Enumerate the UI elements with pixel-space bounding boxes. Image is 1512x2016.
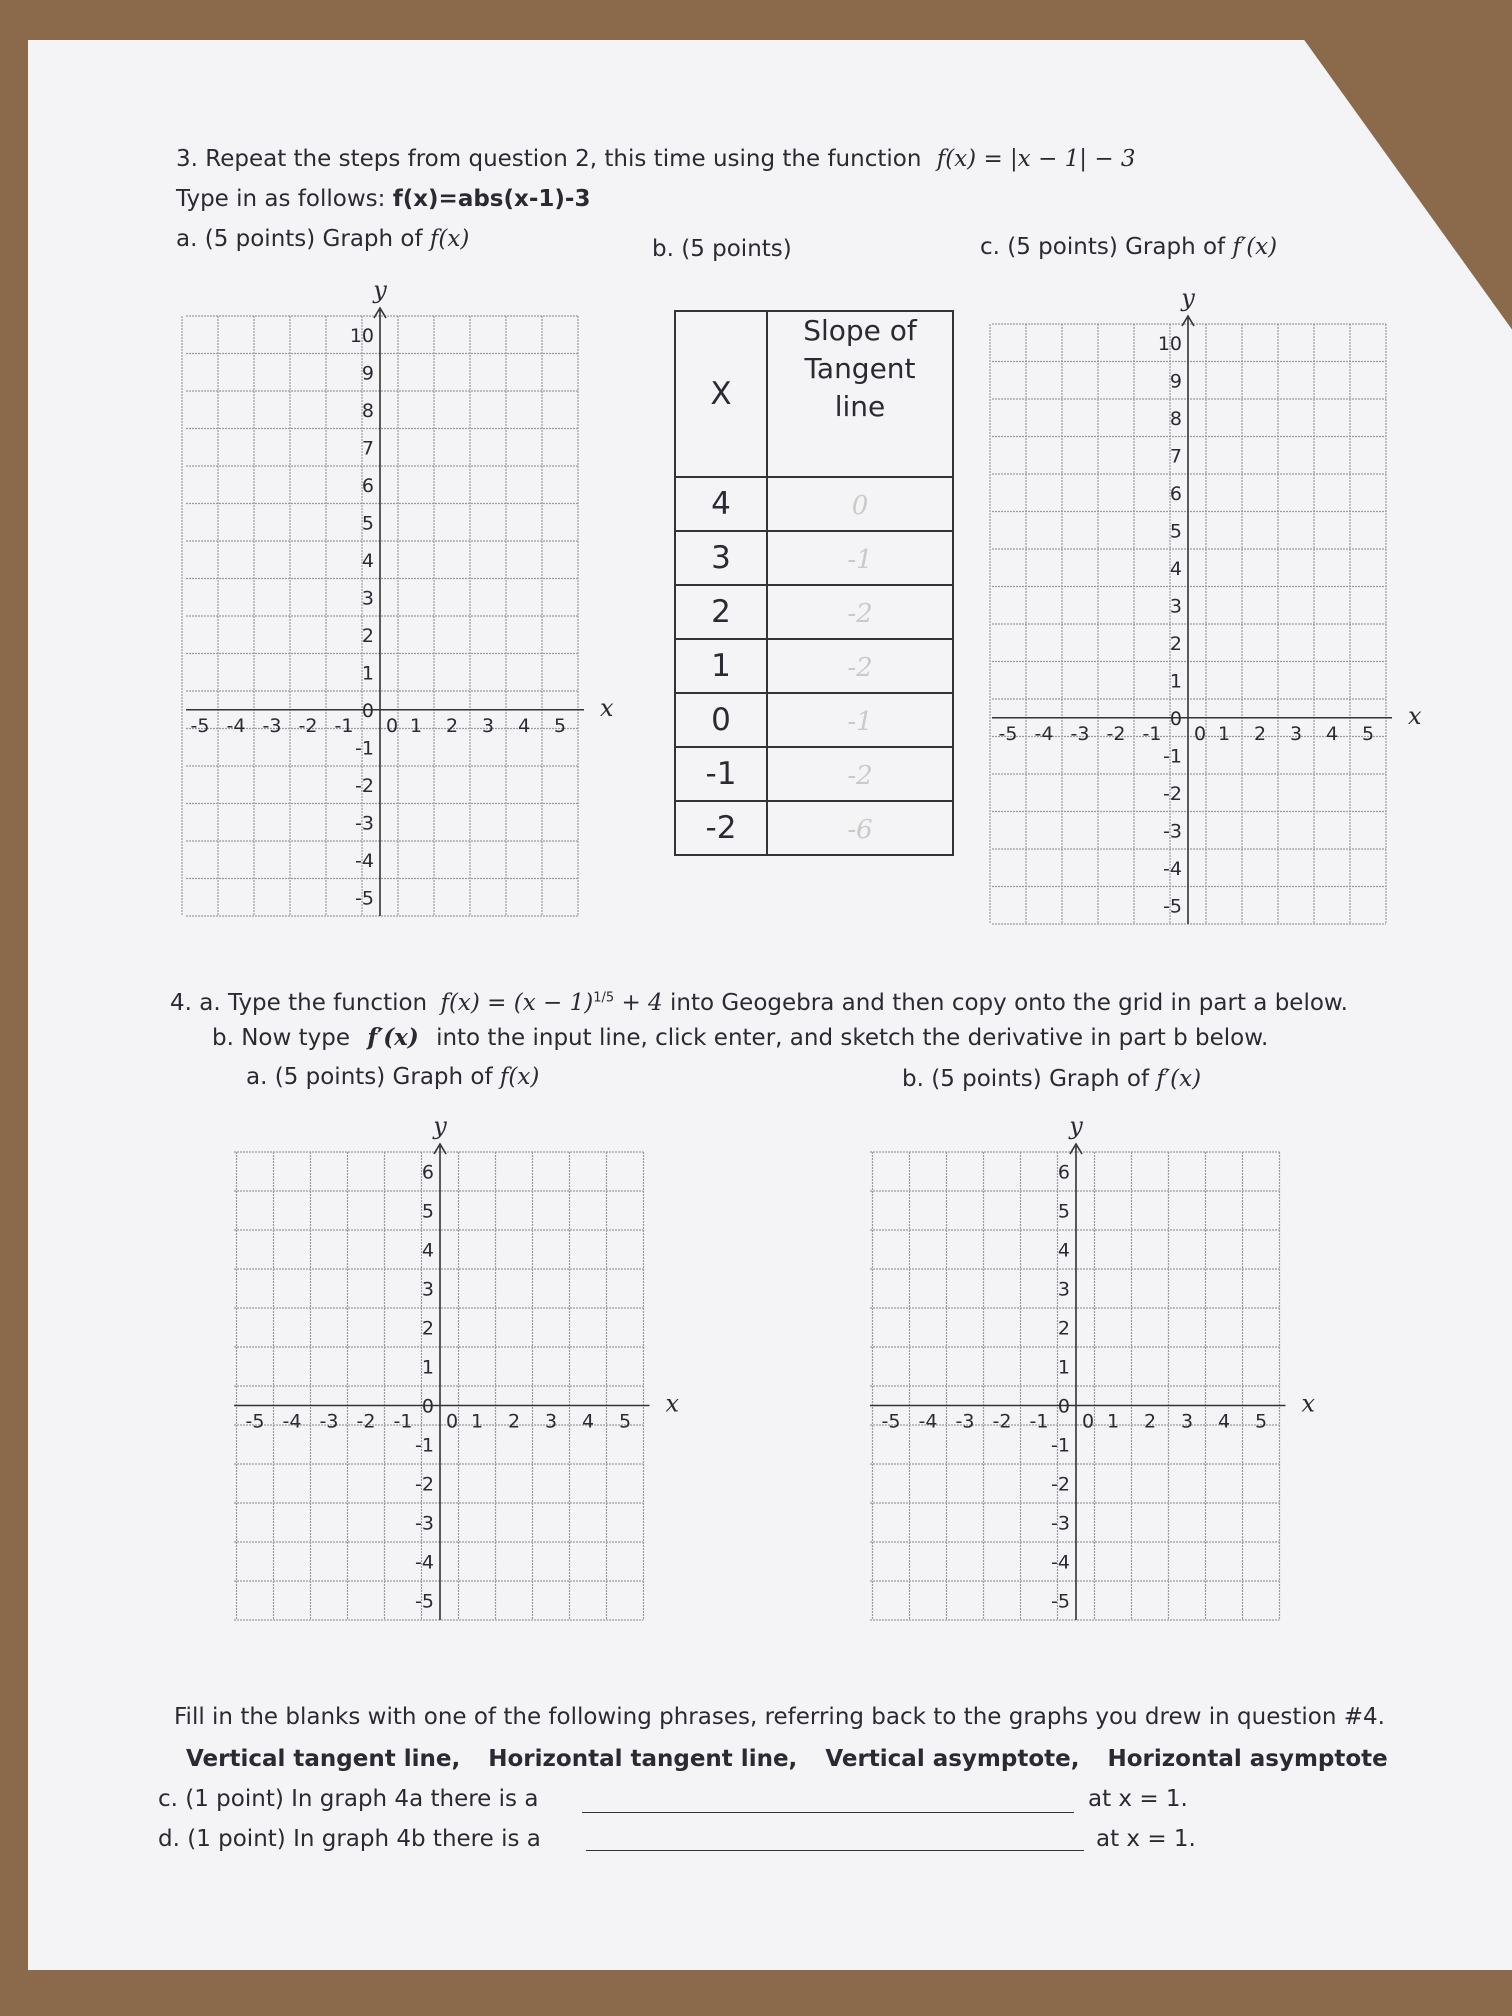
y-tick-label: 8 bbox=[361, 399, 374, 422]
y-tick-label: 5 bbox=[361, 512, 374, 535]
row-x: -2 bbox=[675, 801, 767, 855]
q4-b-text: b. Now type bbox=[212, 1025, 350, 1051]
q4-a-rest: into Geogebra and then copy onto the grid in part a below. bbox=[669, 990, 1348, 1016]
q4-part-b-label: b. (5 points) Graph of bbox=[902, 1066, 1150, 1092]
q4-a-text: 4. a. Type the function bbox=[170, 990, 428, 1016]
y-tick-label: -1 bbox=[415, 1434, 434, 1457]
q4-part-b-title bbox=[902, 1066, 1201, 1092]
x-tick-label: 3 bbox=[1180, 1410, 1194, 1433]
y-tick-label: 9 bbox=[1169, 370, 1182, 393]
q3-part-c-title bbox=[980, 234, 1277, 260]
slope-cell[interactable] bbox=[767, 747, 953, 801]
q3-type-label: Type in as follows: bbox=[176, 186, 386, 212]
table-row bbox=[675, 801, 953, 855]
y-tick-label: 6 bbox=[361, 474, 374, 497]
y-tick-label: 3 bbox=[361, 587, 374, 610]
phrase-horizontal-tangent: Horizontal tangent line, bbox=[488, 1746, 798, 1772]
x-tick-label: -5 bbox=[998, 722, 1018, 745]
q4-prompt-b bbox=[212, 1024, 1268, 1051]
q3-type-instruction bbox=[176, 186, 590, 212]
x-tick-label: 0 bbox=[1081, 1410, 1095, 1433]
y-tick-label: 3 bbox=[1169, 595, 1182, 618]
q3-part-b-title: b. (5 points) bbox=[652, 236, 792, 262]
table-row bbox=[675, 531, 953, 585]
x-axis-label: x bbox=[1301, 1389, 1316, 1418]
y-axis-label: y bbox=[433, 1112, 447, 1140]
q4-prompt-a bbox=[170, 990, 1348, 1016]
x-tick-label: 4 bbox=[1217, 1410, 1231, 1433]
x-tick-label: -1 bbox=[1029, 1410, 1049, 1433]
y-tick-label: 7 bbox=[1169, 445, 1182, 468]
slope-table-header bbox=[675, 311, 953, 477]
q4-exponent: 1/5 bbox=[593, 990, 615, 1006]
x-tick-label: -4 bbox=[282, 1410, 302, 1433]
q3-part-a-title bbox=[176, 226, 469, 252]
x-tick-label: 3 bbox=[1289, 722, 1303, 745]
graph-3c[interactable] bbox=[976, 278, 1436, 944]
question-d-suffix: at x = 1. bbox=[1096, 1826, 1196, 1852]
x-axis-label: x bbox=[665, 1389, 680, 1418]
q3-part-a-math: f(x) bbox=[429, 226, 470, 252]
row-x: 1 bbox=[675, 639, 767, 693]
y-tick-label: 0 bbox=[1057, 1395, 1070, 1418]
x-tick-label: 4 bbox=[1325, 722, 1339, 745]
slope-cell[interactable] bbox=[767, 639, 953, 693]
answer-blank-d[interactable] bbox=[586, 1850, 1084, 1851]
question-c-label: c. (1 point) In graph 4a there is a bbox=[158, 1786, 539, 1812]
row-x: 0 bbox=[675, 693, 767, 747]
y-tick-label: -1 bbox=[355, 737, 374, 760]
q4-b-math: f′(x) bbox=[367, 1024, 419, 1051]
x-tick-label: -4 bbox=[918, 1410, 938, 1433]
y-tick-label: -3 bbox=[1051, 1512, 1070, 1535]
q4-b-rest: into the input line, click enter, and sketch the derivative in part b below. bbox=[436, 1025, 1269, 1051]
q4-part-a-title bbox=[246, 1064, 539, 1090]
y-tick-label: -3 bbox=[355, 812, 374, 835]
x-tick-label: -3 bbox=[262, 714, 282, 737]
slope-answer: -2 bbox=[847, 761, 873, 791]
slope-answer: 0 bbox=[851, 491, 869, 521]
y-tick-label: 7 bbox=[361, 437, 374, 460]
slope-cell[interactable] bbox=[767, 531, 953, 585]
y-axis-label: y bbox=[373, 276, 387, 304]
row-x: 2 bbox=[675, 585, 767, 639]
x-axis-label: x bbox=[600, 693, 614, 722]
y-tick-label: -4 bbox=[1163, 857, 1182, 880]
y-tick-label: 0 bbox=[361, 699, 374, 722]
y-tick-label: 9 bbox=[361, 362, 374, 385]
y-axis-label: y bbox=[1069, 1112, 1083, 1140]
x-tick-label: 1 bbox=[409, 714, 423, 737]
graph-3a[interactable] bbox=[170, 266, 630, 936]
y-axis-label: y bbox=[1181, 284, 1195, 312]
table-row bbox=[675, 693, 953, 747]
slope-cell[interactable] bbox=[767, 585, 953, 639]
x-tick-label: 4 bbox=[581, 1410, 595, 1433]
y-tick-label: -1 bbox=[1163, 745, 1182, 768]
y-tick-label: -2 bbox=[355, 774, 374, 797]
y-tick-label: 2 bbox=[1169, 632, 1182, 655]
y-tick-label: 1 bbox=[421, 1356, 434, 1379]
y-tick-label: 4 bbox=[421, 1239, 434, 1262]
y-tick-label: -2 bbox=[415, 1473, 434, 1496]
y-tick-label: -1 bbox=[1051, 1434, 1070, 1457]
phrase-horizontal-asymptote: Horizontal asymptote bbox=[1107, 1746, 1388, 1772]
row-x: 3 bbox=[675, 531, 767, 585]
x-tick-label: -5 bbox=[190, 714, 210, 737]
slope-cell[interactable] bbox=[767, 801, 953, 855]
y-tick-label: 3 bbox=[421, 1278, 434, 1301]
slope-answer: -1 bbox=[847, 545, 873, 575]
x-tick-label: 5 bbox=[618, 1410, 632, 1433]
y-tick-label: -3 bbox=[1163, 820, 1182, 843]
y-tick-label: -5 bbox=[355, 887, 374, 910]
question-d-label: d. (1 point) In graph 4b there is a bbox=[158, 1826, 541, 1852]
y-tick-label: 1 bbox=[361, 662, 374, 685]
phrase-vertical-tangent: Vertical tangent line, bbox=[186, 1746, 461, 1772]
y-tick-label: 6 bbox=[1057, 1161, 1070, 1184]
question-c-suffix: at x = 1. bbox=[1088, 1786, 1188, 1812]
y-tick-label: 5 bbox=[421, 1200, 434, 1223]
y-tick-label: 10 bbox=[349, 324, 374, 347]
x-tick-label: -3 bbox=[319, 1410, 339, 1433]
y-tick-label: -4 bbox=[415, 1551, 434, 1574]
q3-prompt-text: 3. Repeat the steps from question 2, this time using the function bbox=[176, 146, 922, 172]
x-tick-label: 2 bbox=[1253, 722, 1267, 745]
x-tick-label: -3 bbox=[1070, 722, 1090, 745]
table-row bbox=[675, 477, 953, 531]
x-tick-label: 0 bbox=[1193, 722, 1207, 745]
y-tick-label: -4 bbox=[355, 849, 374, 872]
y-tick-label: 1 bbox=[1057, 1356, 1070, 1379]
phrase-list bbox=[186, 1746, 1388, 1772]
slope-table bbox=[674, 310, 954, 856]
x-axis-label: x bbox=[1408, 701, 1422, 730]
x-tick-label: -2 bbox=[298, 714, 318, 737]
x-tick-label: 1 bbox=[1217, 722, 1231, 745]
y-tick-label: 0 bbox=[1169, 707, 1182, 730]
y-tick-label: -5 bbox=[1051, 1590, 1070, 1613]
x-tick-label: -4 bbox=[226, 714, 246, 737]
x-tick-label: 1 bbox=[1106, 1410, 1120, 1433]
slope-cell[interactable] bbox=[767, 693, 953, 747]
graph-4a[interactable] bbox=[218, 1106, 708, 1646]
table-row bbox=[675, 639, 953, 693]
table-row bbox=[675, 585, 953, 639]
x-tick-label: -5 bbox=[245, 1410, 265, 1433]
y-tick-label: 4 bbox=[1057, 1239, 1070, 1262]
y-tick-label: 6 bbox=[421, 1161, 434, 1184]
x-tick-label: 0 bbox=[385, 714, 399, 737]
x-tick-label: 3 bbox=[481, 714, 495, 737]
x-tick-label: 2 bbox=[507, 1410, 521, 1433]
graph-4b[interactable] bbox=[854, 1106, 1344, 1646]
q3-type-code: f(x)=abs(x-1)-3 bbox=[392, 186, 591, 212]
x-tick-label: 4 bbox=[517, 714, 531, 737]
x-tick-label: 5 bbox=[1361, 722, 1375, 745]
answer-blank-c[interactable] bbox=[582, 1812, 1074, 1813]
slope-answer: -1 bbox=[847, 707, 873, 737]
x-tick-label: -2 bbox=[1106, 722, 1126, 745]
x-tick-label: -1 bbox=[393, 1410, 413, 1433]
y-tick-label: 2 bbox=[421, 1317, 434, 1340]
x-tick-label: 2 bbox=[445, 714, 459, 737]
y-tick-label: 5 bbox=[1057, 1200, 1070, 1223]
y-tick-label: 1 bbox=[1169, 670, 1182, 693]
y-tick-label: 5 bbox=[1169, 520, 1182, 543]
y-tick-label: -2 bbox=[1163, 782, 1182, 805]
slope-cell[interactable] bbox=[767, 477, 953, 531]
y-tick-label: 4 bbox=[1169, 557, 1182, 580]
phrase-vertical-asymptote: Vertical asymptote, bbox=[825, 1746, 1080, 1772]
x-tick-label: -5 bbox=[881, 1410, 901, 1433]
fill-instructions: Fill in the blanks with one of the following phrases, referring back to the graphs you drew in question #4. bbox=[174, 1704, 1385, 1730]
table-row bbox=[675, 747, 953, 801]
y-tick-label: 2 bbox=[361, 624, 374, 647]
y-tick-label: 10 bbox=[1157, 332, 1182, 355]
y-tick-label: 6 bbox=[1169, 482, 1182, 505]
x-tick-label: -2 bbox=[356, 1410, 376, 1433]
q4-function: f(x) = (x − 1) bbox=[440, 990, 594, 1016]
x-tick-label: -4 bbox=[1034, 722, 1054, 745]
x-tick-label: -1 bbox=[334, 714, 354, 737]
slope-answer: -2 bbox=[847, 599, 873, 629]
row-x: -1 bbox=[675, 747, 767, 801]
row-x: 4 bbox=[675, 477, 767, 531]
y-tick-label: -3 bbox=[415, 1512, 434, 1535]
y-tick-label: 3 bbox=[1057, 1278, 1070, 1301]
q4-function-tail: + 4 bbox=[621, 990, 663, 1016]
x-tick-label: 3 bbox=[544, 1410, 558, 1433]
q3-part-a-label: a. (5 points) Graph of bbox=[176, 226, 423, 252]
y-tick-label: 0 bbox=[421, 1395, 434, 1418]
header-slope: Slope of Tangent line bbox=[767, 311, 953, 477]
q4-part-a-label: a. (5 points) Graph of bbox=[246, 1064, 493, 1090]
x-tick-label: -2 bbox=[992, 1410, 1012, 1433]
slope-answer: -2 bbox=[847, 653, 873, 683]
y-tick-label: -2 bbox=[1051, 1473, 1070, 1496]
q3-part-c-label: c. (5 points) Graph of bbox=[980, 234, 1226, 260]
q4-part-a-math: f(x) bbox=[499, 1064, 540, 1090]
q3-prompt bbox=[176, 146, 1136, 172]
y-tick-label: 2 bbox=[1057, 1317, 1070, 1340]
q4-part-b-math: f′(x) bbox=[1156, 1066, 1202, 1092]
slope-answer: -6 bbox=[847, 815, 873, 845]
y-tick-label: -5 bbox=[1163, 895, 1182, 918]
x-tick-label: 2 bbox=[1143, 1410, 1157, 1433]
x-tick-label: 5 bbox=[1254, 1410, 1268, 1433]
y-tick-label: 4 bbox=[361, 549, 374, 572]
y-tick-label: -4 bbox=[1051, 1551, 1070, 1574]
x-tick-label: 5 bbox=[553, 714, 567, 737]
header-x: X bbox=[675, 311, 767, 477]
q3-function: f(x) = |x − 1| − 3 bbox=[936, 146, 1136, 172]
x-tick-label: -3 bbox=[955, 1410, 975, 1433]
x-tick-label: -1 bbox=[1142, 722, 1162, 745]
x-tick-label: 1 bbox=[470, 1410, 484, 1433]
y-tick-label: 8 bbox=[1169, 407, 1182, 430]
x-tick-label: 0 bbox=[445, 1410, 459, 1433]
q3-part-c-math: f′(x) bbox=[1232, 234, 1278, 260]
y-tick-label: -5 bbox=[415, 1590, 434, 1613]
